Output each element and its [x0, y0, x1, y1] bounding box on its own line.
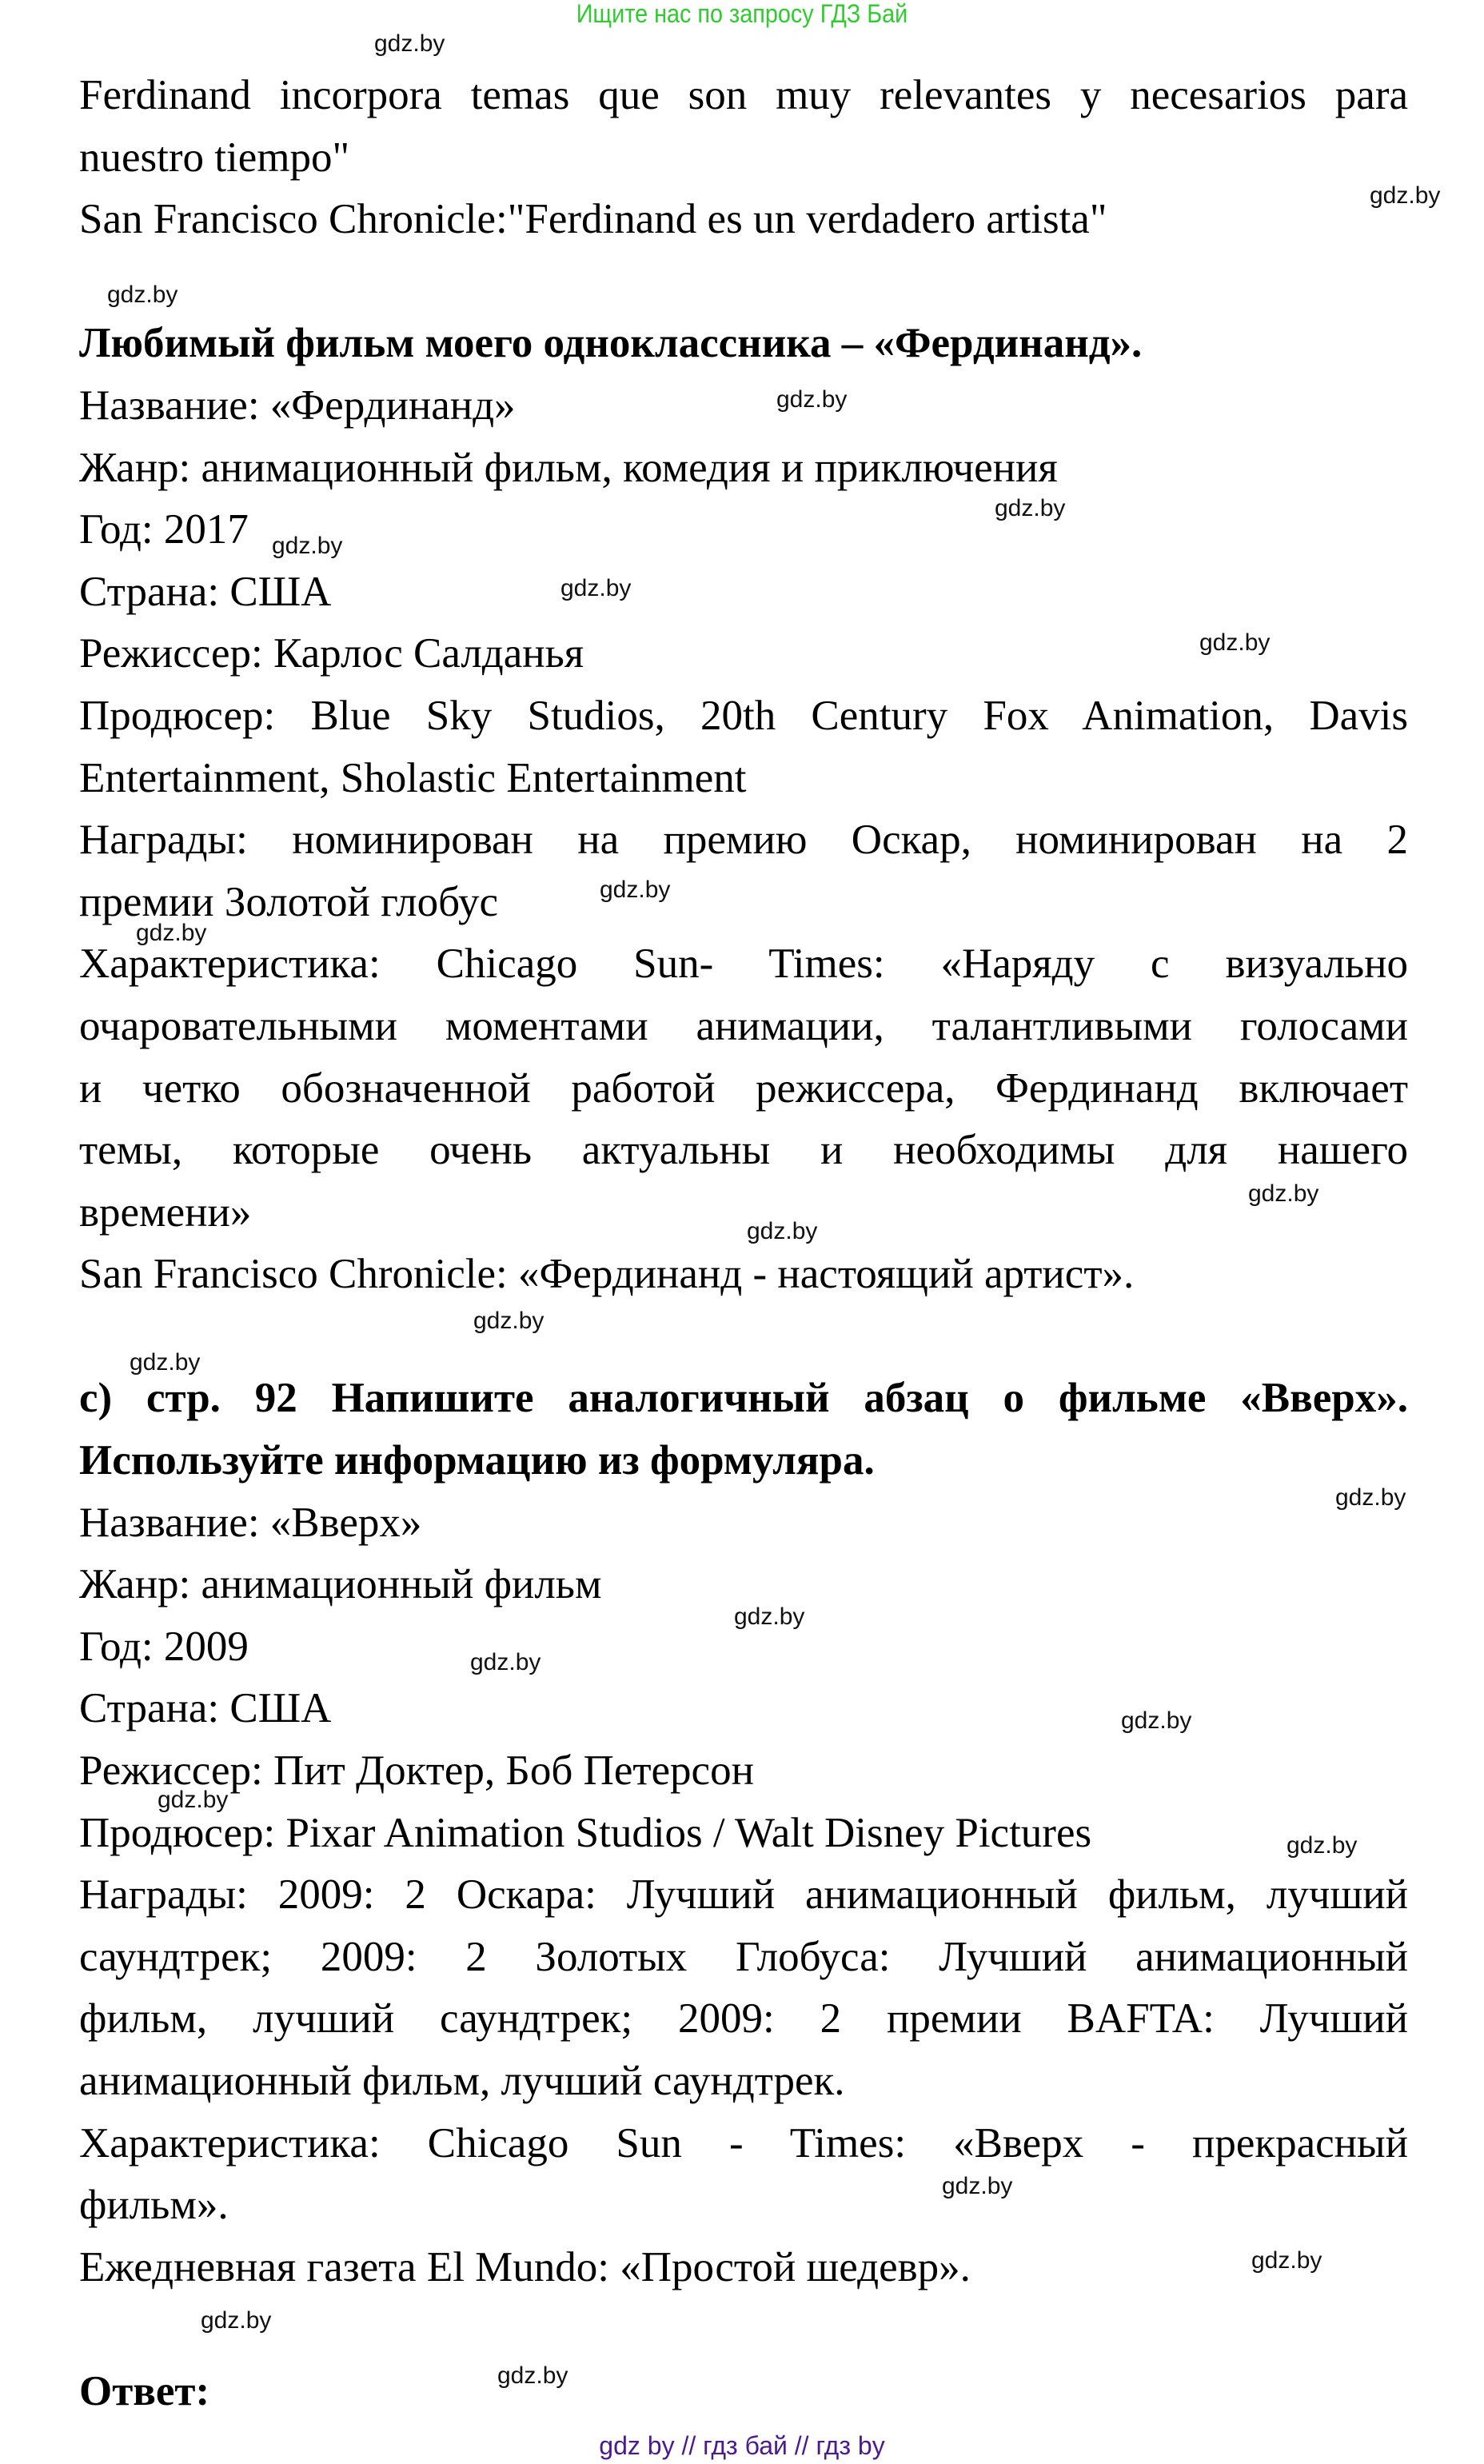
text-line: Страна: США — [79, 1685, 332, 1732]
watermark: gdz.by — [1251, 2247, 1322, 2274]
text-line: Год: 2009 — [79, 1623, 249, 1670]
heading-line: Любимый фильм моего одноклассника – «Фердинанд». — [79, 320, 1143, 367]
watermark: gdz.by — [776, 386, 848, 413]
footer-links: gdz by // гдз бай // гдз by — [599, 2431, 885, 2460]
watermark: gdz.by — [1121, 1707, 1192, 1734]
text-line: темы, которые очень актуальны и необходимы для нашего — [79, 1127, 1408, 1174]
text-line: Entertainment, Sholastic Entertainment — [79, 754, 747, 801]
watermark: gdz.by — [560, 575, 632, 601]
text-line: San Francisco Chronicle:"Ferdinand es un verdadero artista" — [79, 196, 1107, 243]
text-line: Жанр: анимационный фильм, комедия и приключения — [79, 444, 1058, 491]
watermark: gdz.by — [136, 920, 207, 946]
text-line: Награды: номинирован на премию Оскар, номинирован на 2 — [79, 817, 1408, 864]
watermark: gdz.by — [600, 877, 671, 903]
heading-line: Ответ: — [79, 2367, 210, 2414]
watermark: gdz.by — [130, 1349, 201, 1376]
watermark: gdz.by — [201, 2307, 272, 2334]
watermark: gdz.by — [470, 1649, 541, 1675]
text-line: времени» — [79, 1188, 252, 1236]
text-line: Награды: 2009: 2 Оскара: Лучший анимационный фильм, лучший — [79, 1871, 1408, 1919]
watermark: gdz.by — [747, 1218, 818, 1244]
text-line: Ежедневная газета El Mundo: «Простой шедевр». — [79, 2243, 971, 2290]
text-line: nuestro tiempo" — [79, 134, 350, 181]
top-banner: Ищите нас по запросу ГДЗ Бай — [576, 0, 908, 28]
watermark: gdz.by — [497, 2362, 568, 2389]
text-line — [79, 2298, 1408, 2361]
heading-line: с) стр. 92 Напишите аналогичный абзац о фильме «Вверх». — [79, 1375, 1408, 1422]
text-line: премии Золотой глобус — [79, 878, 499, 925]
watermark: gdz.by — [1248, 1180, 1319, 1207]
document-body — [79, 65, 1408, 2423]
watermark: gdz.by — [107, 282, 178, 308]
text-line: Продюсер: Blue Sky Studios, 20th Century Fox Animation, Davis — [79, 692, 1408, 739]
text-line — [79, 251, 1408, 313]
watermark: gdz.by — [1287, 1832, 1358, 1859]
text-line: Характеристика: Chicago Sun - Times: «Вверх - прекрасный — [79, 2119, 1408, 2166]
text-line: Название: «Фердинанд» — [79, 381, 516, 429]
watermark: gdz.by — [158, 1787, 229, 1813]
text-line: Характеристика: Chicago Sun- Times: «Наряду с визуально — [79, 940, 1408, 988]
text-line: Жанр: анимационный фильм — [79, 1561, 602, 1608]
text-line: Год: 2017 — [79, 506, 249, 553]
text-line: Ferdinand incorpora temas que son muy relevantes y necesarios para — [79, 72, 1408, 118]
text-line: Режиссер: Карлос Салданья — [79, 630, 584, 677]
watermark: gdz.by — [473, 1308, 545, 1334]
heading-line: Используйте информацию из формуляра. — [79, 1437, 875, 1484]
text-line: San Francisco Chronicle: «Фердинанд - настоящий артист». — [79, 1251, 1135, 1298]
watermark: gdz.by — [734, 1603, 805, 1630]
text-line: Режиссер: Пит Доктер, Боб Петерсон — [79, 1747, 754, 1795]
text-line: очаровательными моментами анимации, талантливыми голосами — [79, 1002, 1408, 1049]
text-line: саундтрек; 2009: 2 Золотых Глобуса: Лучший анимационный — [79, 1933, 1408, 1980]
text-line: Страна: США — [79, 568, 332, 615]
text-line: Название: «Вверх» — [79, 1499, 422, 1546]
text-line — [79, 1306, 1408, 1368]
watermark: gdz.by — [995, 495, 1066, 521]
watermark: gdz.by — [374, 30, 445, 57]
watermark: gdz.by — [1370, 182, 1441, 209]
watermark: gdz.by — [1335, 1484, 1406, 1511]
watermark: gdz.by — [1199, 629, 1271, 656]
watermark: gdz.by — [942, 2173, 1013, 2199]
text-line: фильм, лучший саундтрек; 2009: 2 премии BAFTA: Лучший — [79, 1995, 1408, 2043]
watermark: gdz.by — [272, 533, 343, 559]
text-line: фильм». — [79, 2182, 229, 2229]
text-line: анимационный фильм, лучший саундтрек. — [79, 2058, 845, 2104]
text-line: и четко обозначенной работой режиссера, Фердинанд включает — [79, 1064, 1408, 1112]
text-line: Продюсер: Pixar Animation Studios / Walt Disney Pictures — [79, 1809, 1092, 1856]
